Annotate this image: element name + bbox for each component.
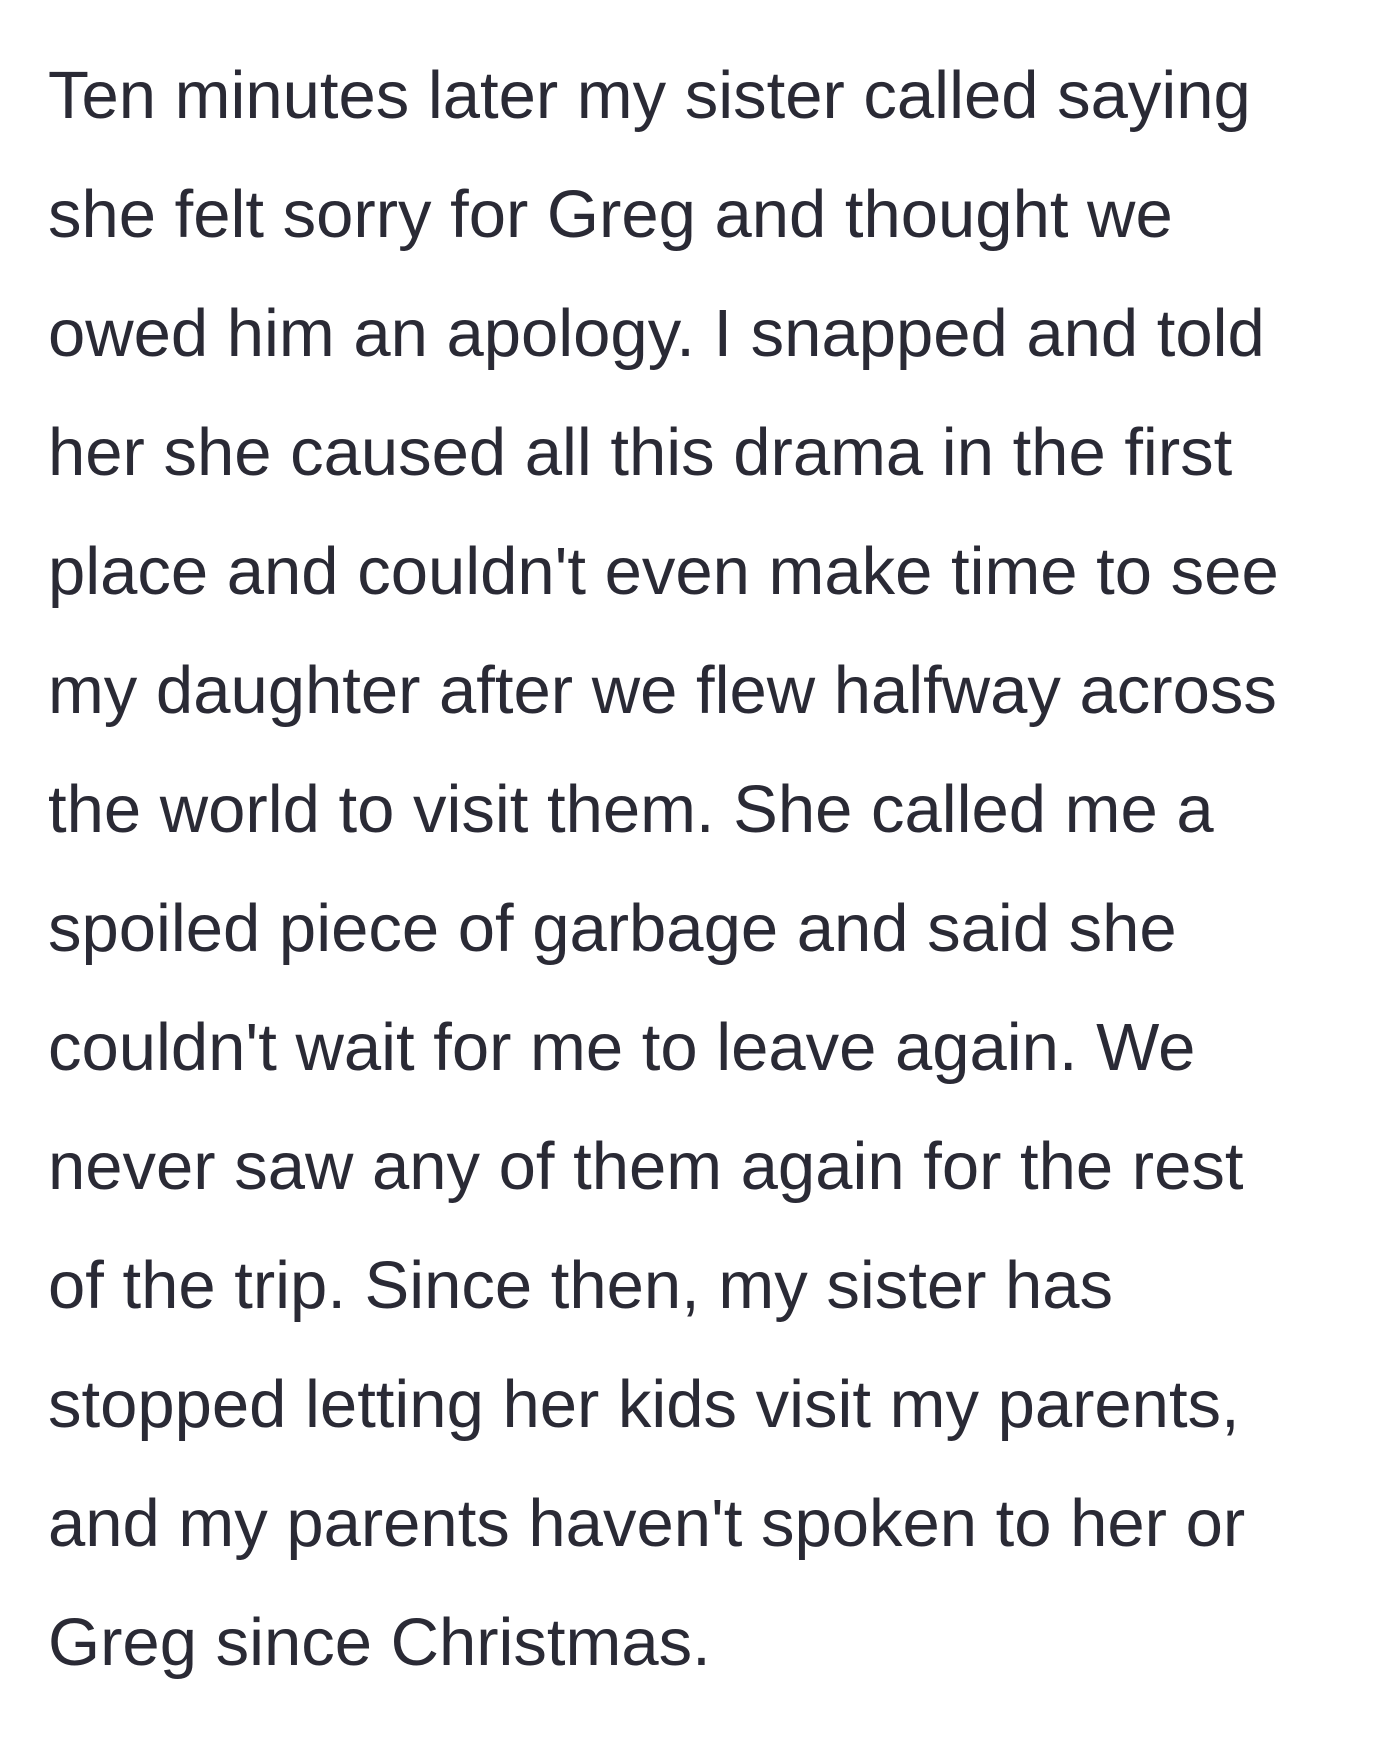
body-line: of the trip. Since then, my sister has: [48, 1248, 1114, 1323]
body-line: she felt sorry for Greg and thought we: [48, 177, 1173, 252]
body-line: stopped letting her kids visit my parents,: [48, 1367, 1240, 1442]
body-line: spoiled piece of garbage and said she: [48, 891, 1177, 966]
body-line: Ten minutes later my sister called saying: [48, 58, 1251, 133]
body-line: the world to visit them. She called me a: [48, 772, 1214, 847]
body-line: my daughter after we flew halfway across: [48, 653, 1277, 728]
body-line: couldn't wait for me to leave again. We: [48, 1010, 1196, 1085]
body-line: never saw any of them again for the rest: [48, 1129, 1244, 1204]
body-line: owed him an apology. I snapped and told: [48, 296, 1265, 371]
post-body-paragraph: [48, 36, 1378, 1702]
body-line: place and couldn't even make time to see: [48, 534, 1279, 609]
body-line: and my parents haven't spoken to her or: [48, 1486, 1246, 1561]
body-line: Greg since Christmas.: [48, 1605, 711, 1680]
body-line: her she caused all this drama in the first: [48, 415, 1233, 490]
